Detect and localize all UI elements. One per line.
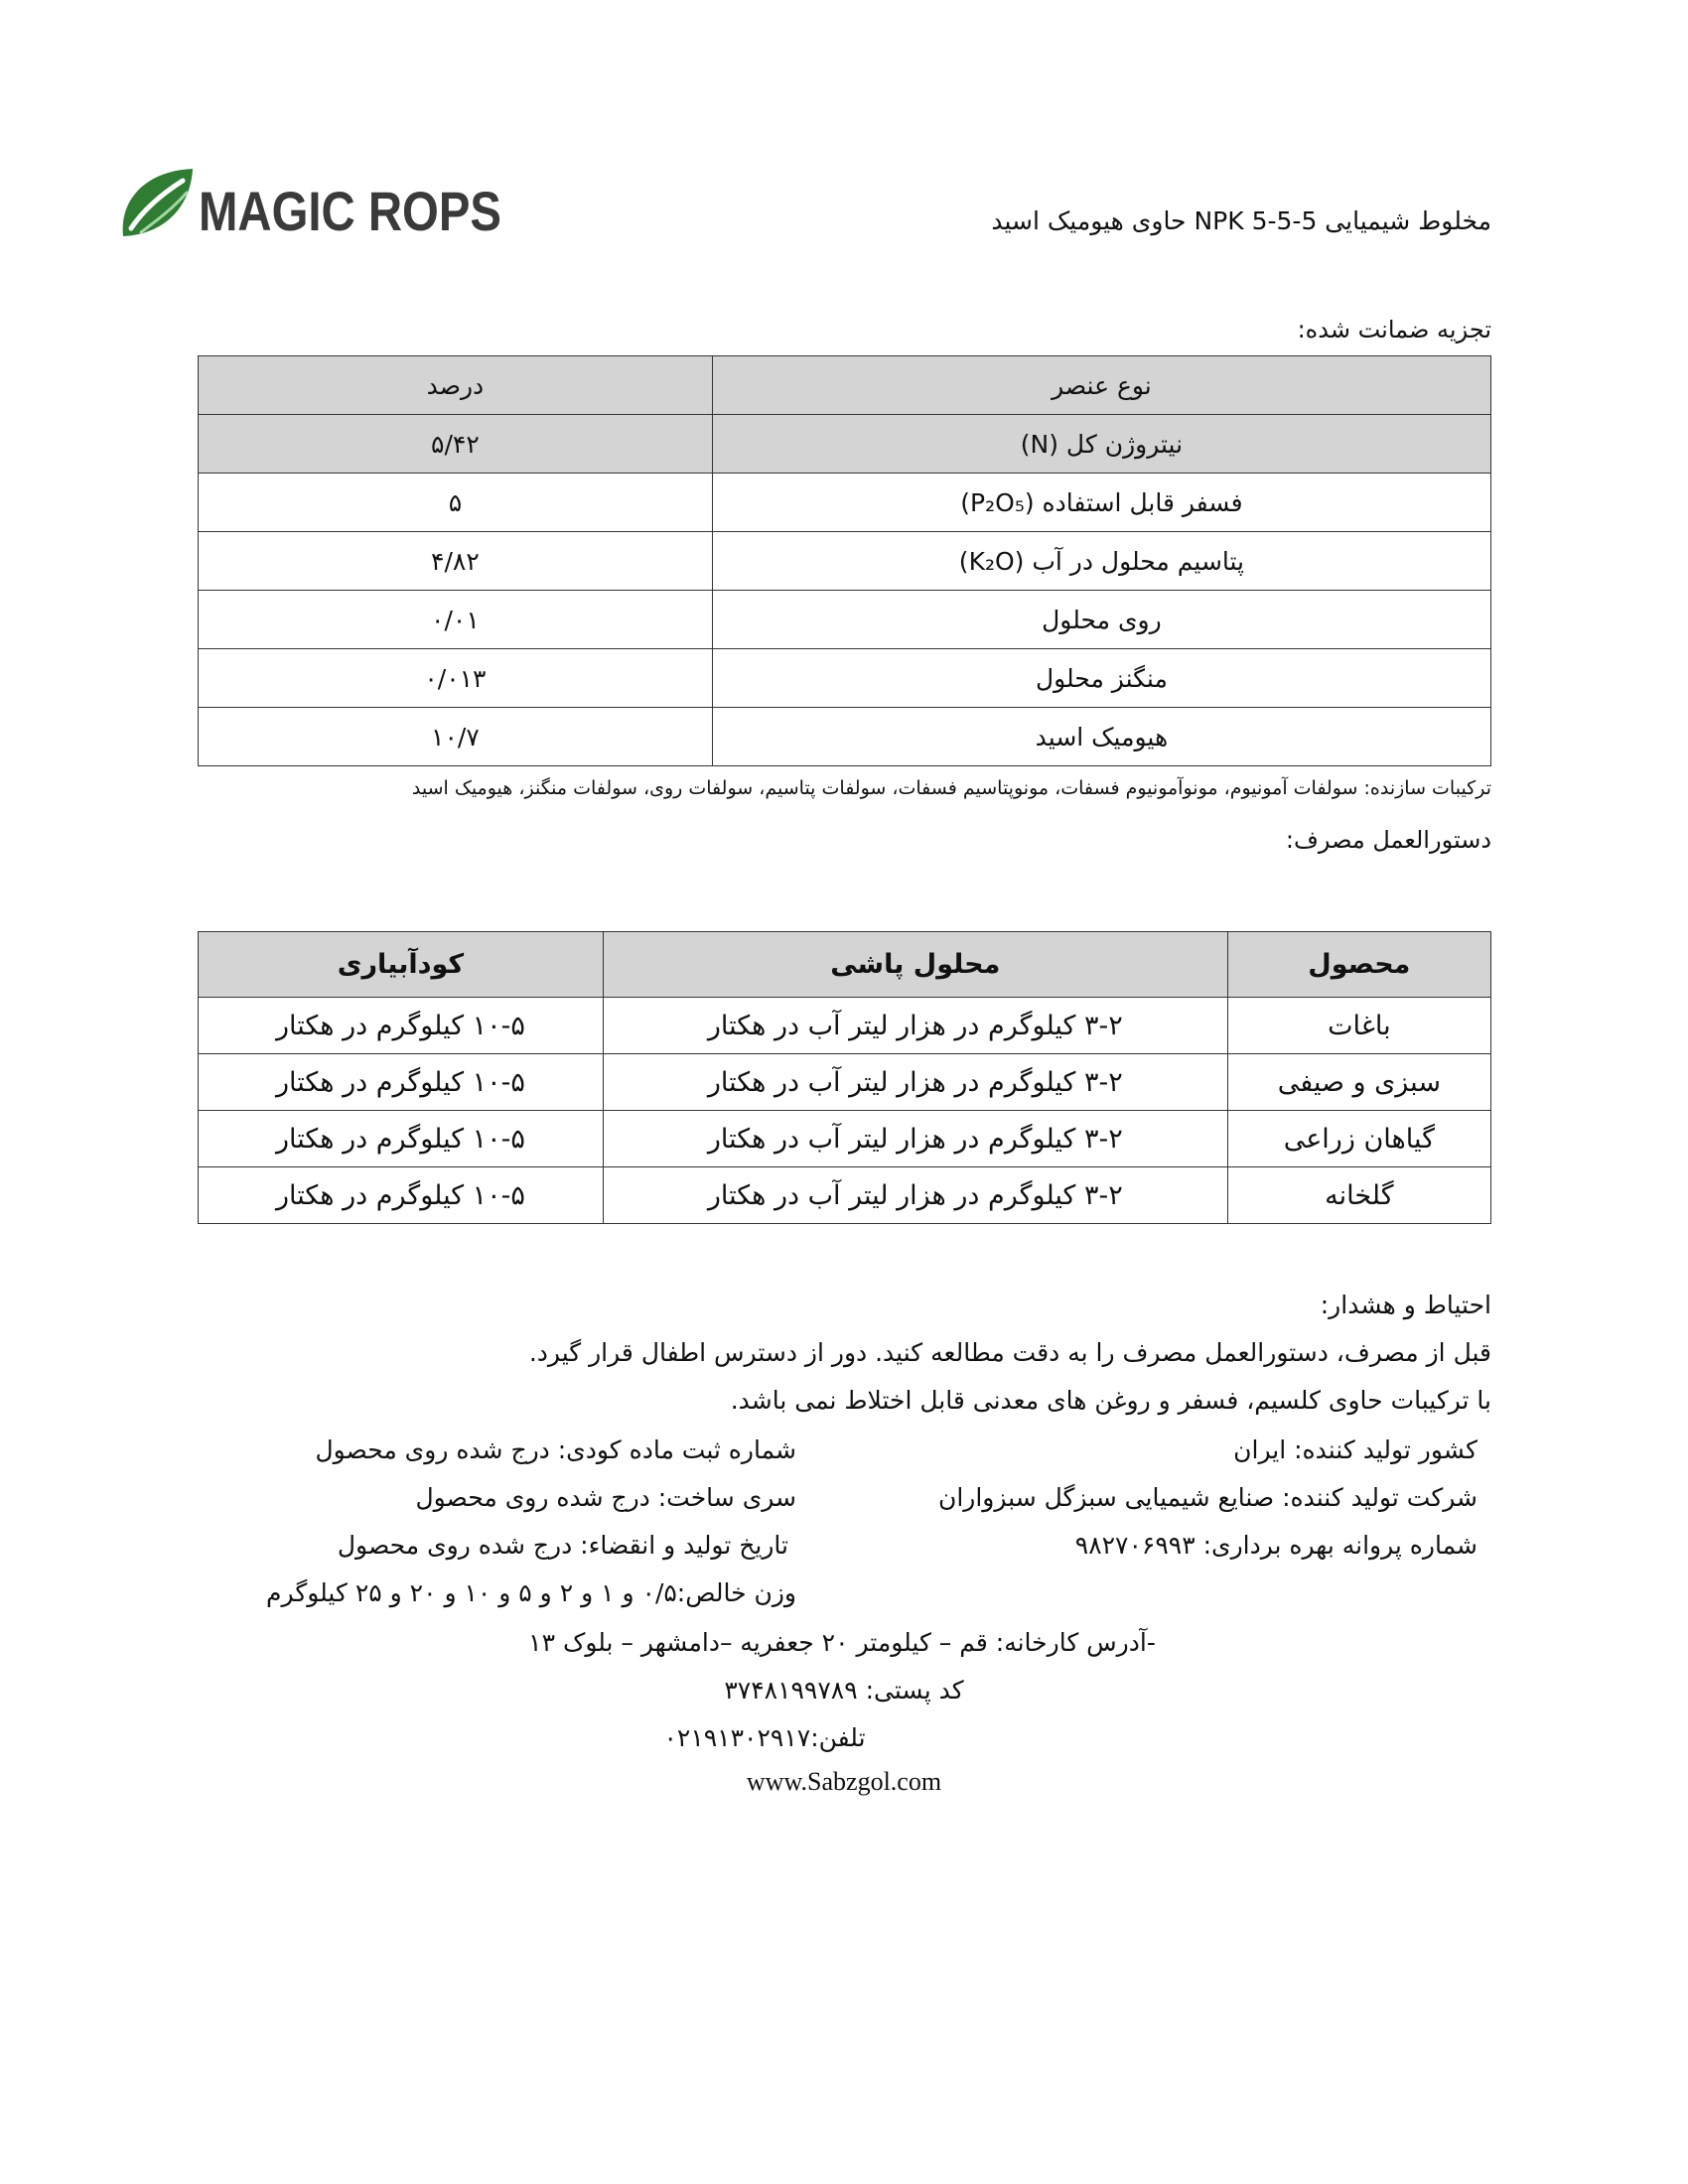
element-cell: روی محلول <box>712 591 1490 649</box>
usage-table <box>198 931 1491 1224</box>
table-row <box>199 1167 1491 1224</box>
fertigation-cell: ۱۰-۵ کیلوگرم در هکتار <box>199 1167 604 1224</box>
fertigation-cell: ۱۰-۵ کیلوگرم در هکتار <box>199 1054 604 1111</box>
spray-cell: ۳-۲ کیلوگرم در هزار لیتر آب در هکتار <box>603 1054 1227 1111</box>
composition-header-row <box>199 356 1491 415</box>
license-number: شماره پروانه بهره برداری: ۹۸۲۷۰۶۹۹۳ <box>1074 1531 1477 1560</box>
percent-cell: ۵ <box>199 474 713 532</box>
spray-cell: ۳-۲ کیلوگرم در هزار لیتر آب در هکتار <box>603 1167 1227 1224</box>
composition-table <box>198 355 1491 766</box>
percent-cell: ۵/۴۲ <box>199 415 713 474</box>
table-row <box>199 474 1491 532</box>
table-row <box>199 1054 1491 1111</box>
ingredients-text: ترکیبات سازنده: سولفات آمونیوم، مونوآمونیوم فسفات، مونوپتاسیم فسفات، سولفات پتاسیم، سولفات روی، سولفات منگنز، هیومیک اسید <box>411 777 1491 799</box>
table-row <box>199 649 1491 708</box>
table-row <box>199 998 1491 1054</box>
product-cell: باغات <box>1227 998 1490 1054</box>
header-product: محصول <box>1227 932 1490 998</box>
warnings-label: احتیاط و هشدار: <box>1320 1291 1491 1319</box>
element-cell: پتاسیم محلول در آب (K₂O) <box>712 532 1490 591</box>
product-cell: گیاهان زراعی <box>1227 1111 1490 1167</box>
warning-line-1: قبل از مصرف، دستورالعمل مصرف را به دقت مطالعه کنید. دور از دسترس اطفال قرار گیرد. <box>528 1338 1491 1367</box>
table-row <box>199 532 1491 591</box>
usage-header-row <box>199 932 1491 998</box>
spray-cell: ۳-۲ کیلوگرم در هزار لیتر آب در هکتار <box>603 1111 1227 1167</box>
registration-number: شماره ثبت ماده کودی: درج شده روی محصول <box>315 1435 796 1464</box>
product-cell: گلخانه <box>1227 1167 1490 1224</box>
header-percent: درصد <box>199 356 713 415</box>
usage-label: دستورالعمل مصرف: <box>1285 826 1491 854</box>
element-cell: نیتروژن کل (N) <box>712 415 1490 474</box>
product-title: مخلوط شیمیایی NPK 5-5-5 حاوی هیومیک اسید <box>991 206 1491 235</box>
header-spray: محلول پاشی <box>603 932 1227 998</box>
batch-number: سری ساخت: درج شده روی محصول <box>415 1483 796 1512</box>
spray-cell: ۳-۲ کیلوگرم در هزار لیتر آب در هکتار <box>603 998 1227 1054</box>
product-cell: سبزی و صیفی <box>1227 1054 1490 1111</box>
net-weight: وزن خالص:۰/۵ و ۱ و ۲ و ۵ و ۱۰ و ۲۰ و ۲۵ کیلوگرم <box>266 1578 796 1607</box>
table-row <box>199 1111 1491 1167</box>
logo-text: MAGIC ROPS <box>199 180 501 242</box>
country-of-manufacture: کشور تولید کننده: ایران <box>1233 1435 1477 1464</box>
percent-cell: ۱۰/۷ <box>199 708 713 766</box>
leaf-icon <box>123 169 193 236</box>
postal-code: کد پستی: ۳۷۴۸۱۹۹۷۸۹ <box>724 1676 964 1705</box>
company-logo <box>117 159 514 253</box>
element-cell: منگنز محلول <box>712 649 1490 708</box>
header-element-type: نوع عنصر <box>712 356 1490 415</box>
warning-line-2: با ترکیبات حاوی کلسیم، فسفر و روغن های معدنی قابل اختلاط نمی باشد. <box>730 1386 1491 1415</box>
manufacturer-company: شرکت تولید کننده: صنایع شیمیایی سبزگل سبزواران <box>937 1483 1477 1512</box>
table-row <box>199 708 1491 766</box>
percent-cell: ۴/۸۲ <box>199 532 713 591</box>
composition-label: تجزیه ضمانت شده: <box>1297 316 1491 343</box>
production-expiry-dates: تاریخ تولید و انقضاء: درج شده روی محصول <box>337 1531 788 1560</box>
factory-address: -آدرس کارخانه: قم – کیلومتر ۲۰ جعفریه –دامشهر – بلوک ۱۳ <box>528 1628 1156 1657</box>
website-link[interactable]: www.Sabzgol.com <box>746 1767 942 1796</box>
fertigation-cell: ۱۰-۵ کیلوگرم در هکتار <box>199 1111 604 1167</box>
table-row <box>199 591 1491 649</box>
header-fertigation: کودآبیاری <box>199 932 604 998</box>
table-row <box>199 415 1491 474</box>
percent-cell: ۰/۰۱۳ <box>199 649 713 708</box>
percent-cell: ۰/۰۱ <box>199 591 713 649</box>
fertigation-cell: ۱۰-۵ کیلوگرم در هکتار <box>199 998 604 1054</box>
element-cell: فسفر قابل استفاده (P₂O₅) <box>712 474 1490 532</box>
element-cell: هیومیک اسید <box>712 708 1490 766</box>
phone-number: تلفن:۰۲۱۹۱۳۰۲۹۱۷ <box>663 1723 866 1752</box>
